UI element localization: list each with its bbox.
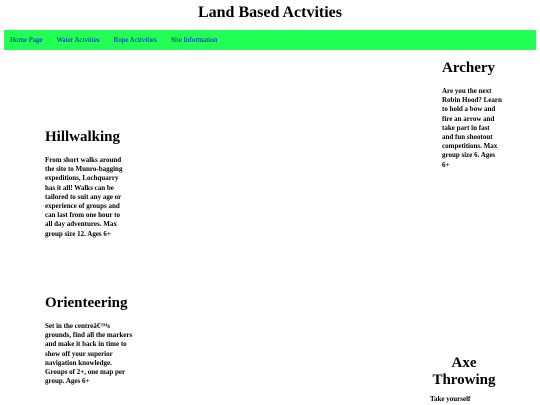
section-hillwalking-text: From short walks around the site to Munro-bagging expeditions, Lochquarry has it all! Walks can be tailored to suit any age or experience of groups and can last from one hour to all day adventures. Max group size 12. Ages 6+ [45, 156, 123, 238]
nav-link-site-information[interactable]: Site Information [171, 36, 218, 44]
section-hillwalking [45, 129, 125, 239]
section-archery-heading: Archery [442, 60, 496, 76]
section-orienteering-heading: Orienteering [45, 295, 128, 311]
section-axe-throwing-heading: Axe Throwing [432, 355, 496, 388]
section-axe-throwing-text: Take yourself [430, 395, 471, 403]
section-orienteering [45, 295, 135, 386]
section-axe-throwing [430, 355, 498, 404]
page-title: Land Based Actvities [197, 4, 342, 21]
nav-link-rope-activities[interactable]: Rope Activities [113, 36, 158, 44]
section-archery-text: Are you the next Robin Hood? Learn to hold a bow and fire an arrow and take part in fast and fun shootout competitions. Max group size 6. Ages 6+ [442, 87, 502, 169]
section-orienteering-text: Set in the centreâ€™s grounds, find all the markers and make it back in time to show off your superior navigation knowledge. Groups of 2+, one map per group. Ages 6+ [45, 322, 133, 386]
section-hillwalking-heading: Hillwalking [45, 129, 121, 145]
nav-link-water-activities[interactable]: Water Actvities [56, 36, 100, 44]
nav-bar [4, 30, 536, 50]
nav-link-home-page[interactable]: Home Page [10, 36, 43, 44]
section-archery [442, 60, 502, 170]
